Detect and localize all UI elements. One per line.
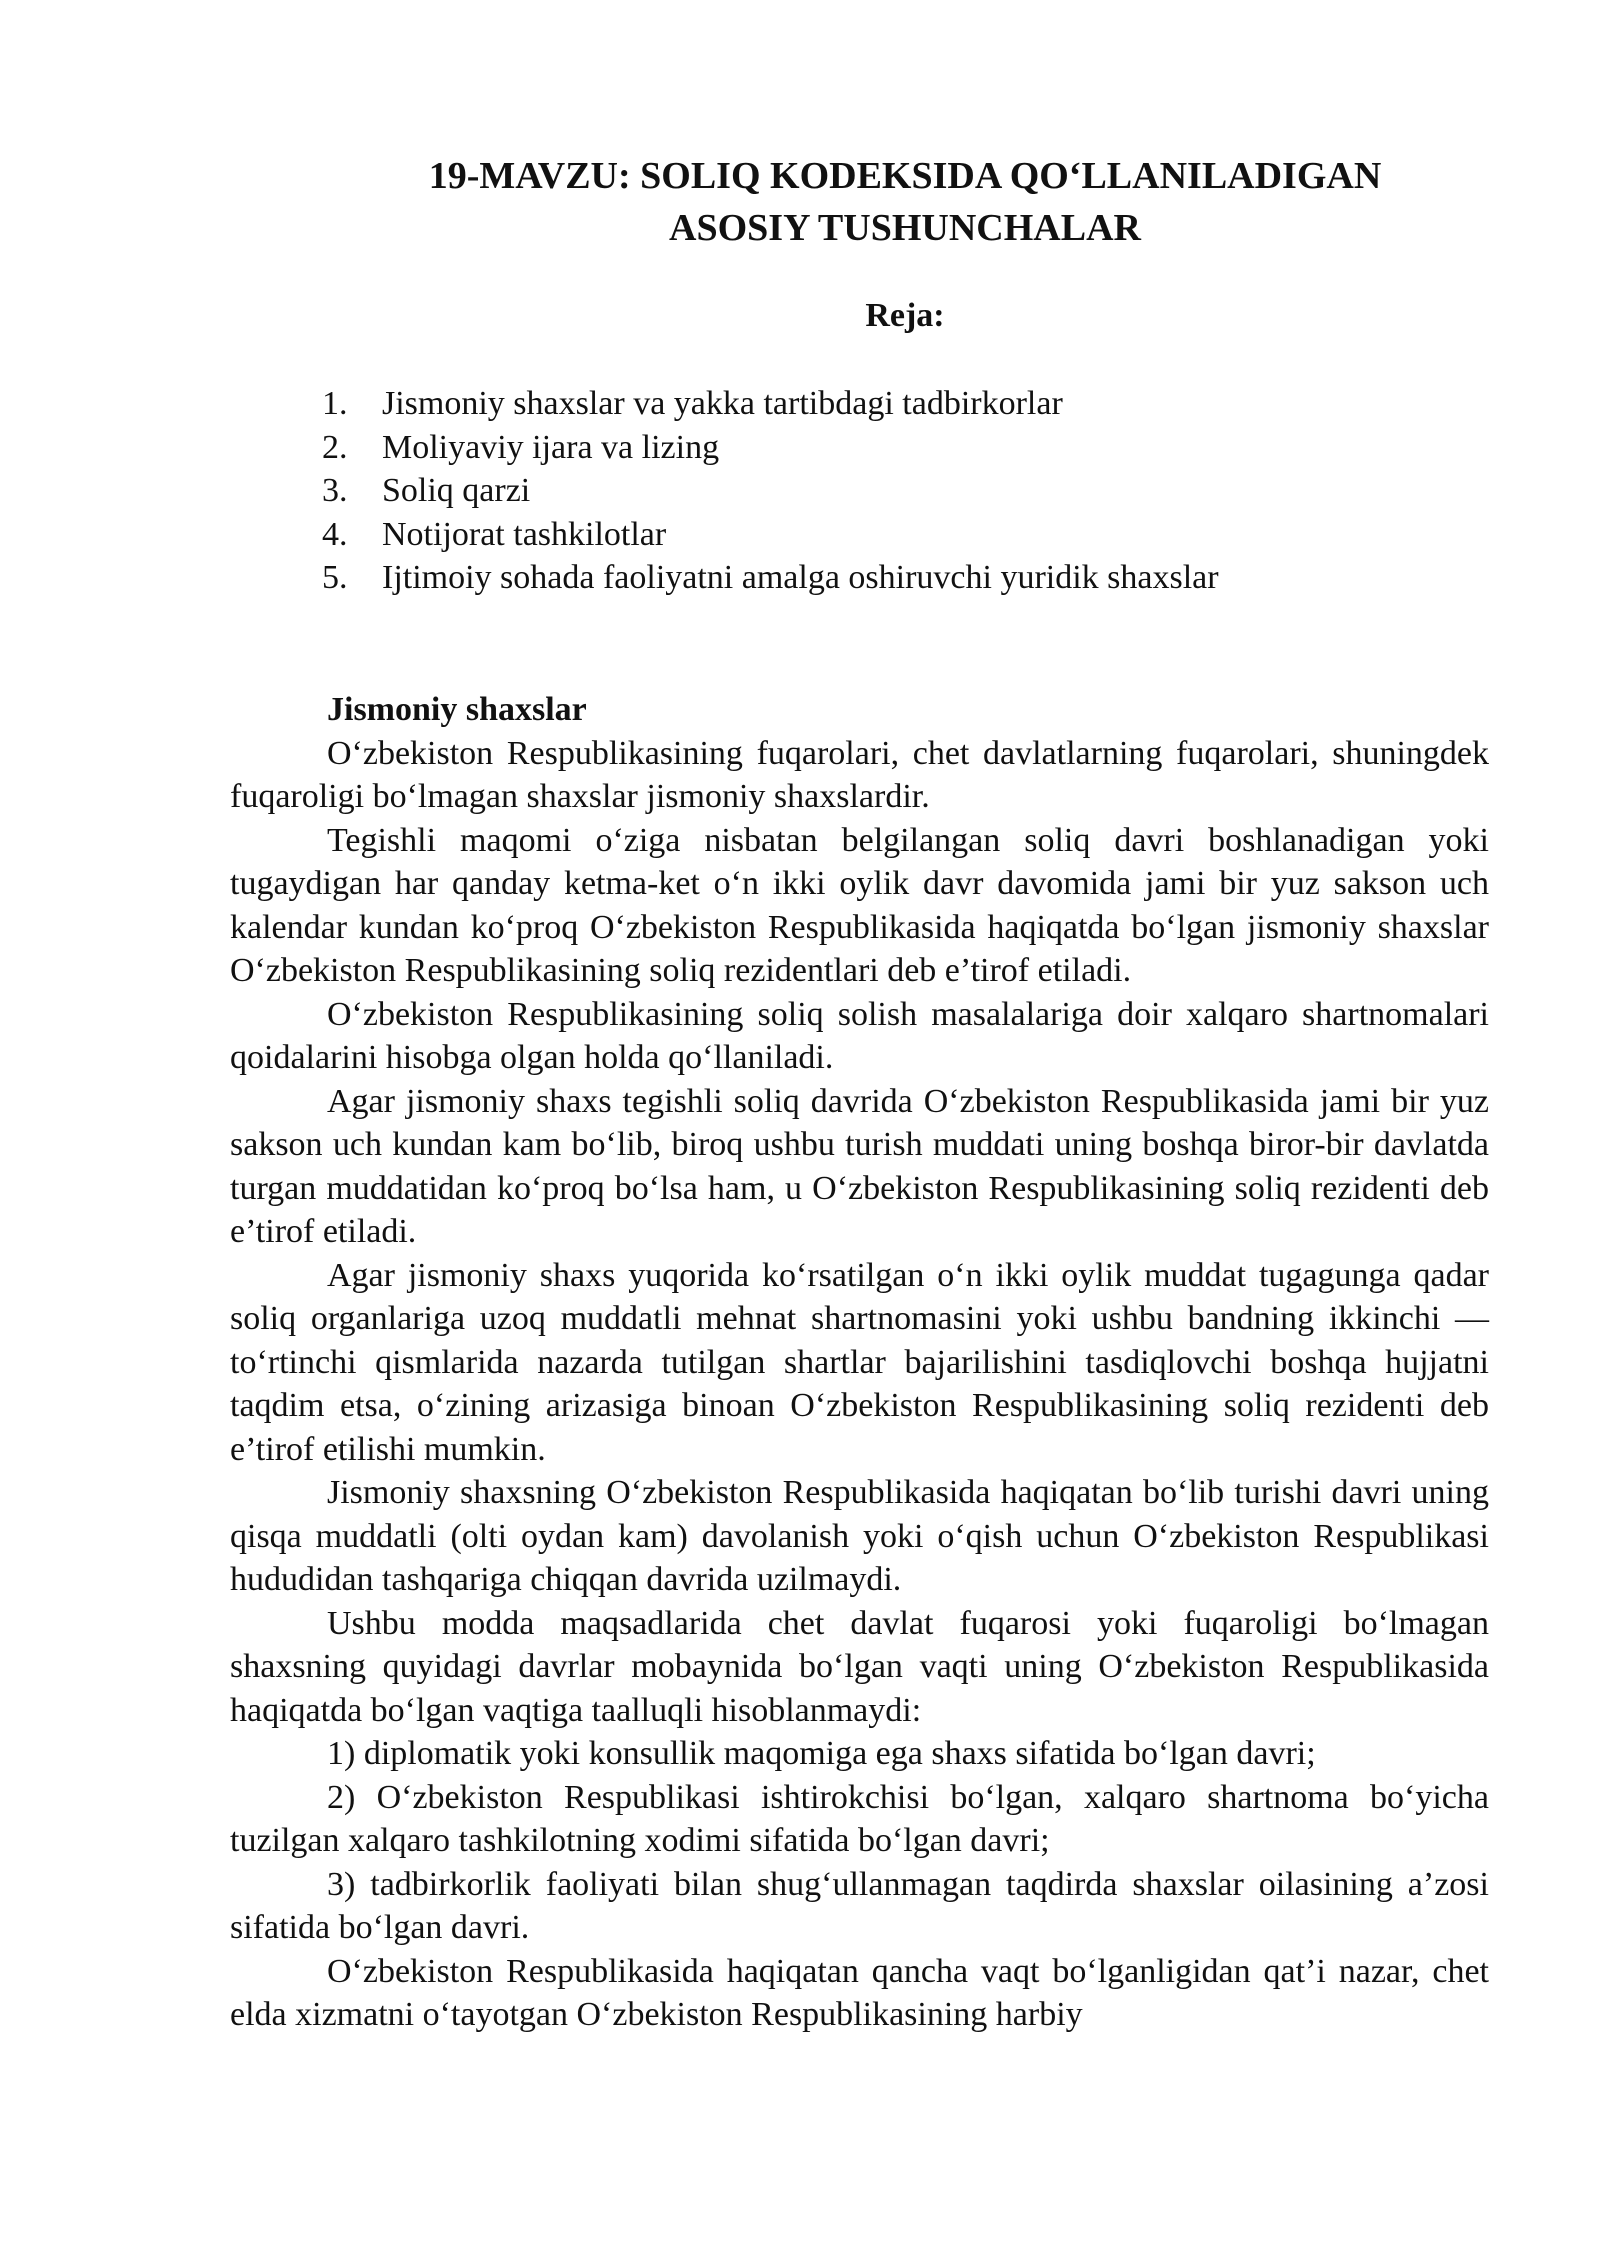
plan-item bbox=[322, 556, 1219, 600]
plan-item-text: Soliq qarzi bbox=[382, 472, 531, 509]
plan-item-number: 4. bbox=[322, 515, 348, 553]
paragraph: O‘zbekiston Respublikasining fuqarolari, chet davlatlarning fuqarolari, shuningdek fuqaroligi bo‘lmagan shaxslar jismoniy shaxslardir. bbox=[230, 734, 1489, 815]
plan-item-text: Jismoniy shaxslar va yakka tartibdagi tadbirkorlar bbox=[382, 385, 1063, 422]
plan-item bbox=[322, 513, 1219, 557]
paragraph: Ushbu modda maqsadlarida chet davlat fuqarosi yoki fuqaroligi bo‘lmagan shaxsning quyidagi davrlar mobaynida bo‘lgan vaqti uning O‘zbekiston Respublikasida haqiqatda bo‘lgan vaqtiga taalluqli hisoblanmaydi: bbox=[230, 1604, 1489, 1729]
paragraph: 1) diplomatik yoki konsullik maqomiga ega shaxs sifatida bo‘lgan davri; bbox=[327, 1735, 1316, 1772]
paragraph: 3) tadbirkorlik faoliyati bilan shug‘ullanmagan taqdirda shaxslar oilasining a’zosi sifatida bo‘lgan davri. bbox=[230, 1865, 1489, 1946]
paragraph: Agar jismoniy shaxs yuqorida ko‘rsatilgan o‘n ikki oylik muddat tugagunga qadar soliq organlariga uzoq muddatli mehnat shartnomasini yoki ushbu bandning ikkinchi — to‘rtinchi qismlarida nazarda tutilgan shartlar bajarilishini tasdiqlovchi boshqa hujjatni taqdim etsa, o‘zining arizasiga binoan O‘zbekiston Respublikasining soliq rezidenti deb e’tirof etilishi mumkin. bbox=[230, 1256, 1489, 1468]
plan-item-text: Notijorat tashkilotlar bbox=[382, 515, 667, 553]
plan-heading: Reja: bbox=[865, 297, 945, 334]
paragraph: Agar jismoniy shaxs tegishli soliq davrida O‘zbekiston Respublikasida jami bir yuz sakson uch kundan kam bo‘lib, biroq ushbu turish muddati uning boshqa biror-bir davlatda turgan muddatidan ko‘proq bo‘lsa ham, u O‘zbekiston Respublikasining soliq rezidenti deb e’tirof etiladi. bbox=[230, 1082, 1489, 1250]
title-line-1: 19-MAVZU: SOLIQ KODEKSIDA QO‘LLANILADIGAN bbox=[428, 155, 1382, 197]
plan-item bbox=[322, 382, 1219, 426]
paragraph: 2) O‘zbekiston Respublikasi ishtirokchisi bo‘lgan, xalqaro shartnoma bo‘yicha tuzilgan xalqaro tashkilotning xodimi sifatida bo‘lgan davri; bbox=[230, 1778, 1489, 1859]
plan-list bbox=[322, 382, 1219, 600]
paragraph: Tegishli maqomi o‘ziga nisbatan belgilangan soliq davri boshlanadigan yoki tugaydigan har qanday ketma-ket o‘n ikki oylik davr davomida jami bir yuz sakson uch kalendar kundan ko‘proq O‘zbekiston Respublikasida haqiqatda bo‘lgan jismoniy shaxslar O‘zbekiston Respublikasining soliq rezidentlari deb e’tirof etiladi. bbox=[230, 821, 1489, 989]
plan-item bbox=[322, 426, 1219, 470]
plan-item-text: Ijtimoiy sohada faoliyatni amalga oshiruvchi yuridik shaxslar bbox=[382, 559, 1219, 596]
plan-item-number: 2. bbox=[322, 428, 348, 466]
plan-item bbox=[322, 469, 1219, 513]
title-line-2: ASOSIY TUSHUNCHALAR bbox=[669, 207, 1141, 249]
plan-item-text: Moliyaviy ijara va lizing bbox=[382, 428, 720, 466]
section-heading: Jismoniy shaxslar bbox=[327, 691, 587, 728]
paragraph: O‘zbekiston Respublikasining soliq solish masalalariga doir xalqaro shartnomalari qoidalarini hisobga olgan holda qo‘llaniladi. bbox=[230, 995, 1489, 1076]
body-text bbox=[230, 688, 1489, 2037]
paragraph: O‘zbekiston Respublikasida haqiqatan qancha vaqt bo‘lganligidan qat’i nazar, chet elda xizmatni o‘tayotgan O‘zbekiston Respublikasining harbiy bbox=[230, 1952, 1489, 2033]
paragraph: Jismoniy shaxsning O‘zbekiston Respublikasida haqiqatan bo‘lib turishi davri uning qisqa muddatli (olti oydan kam) davolanish yoki o‘qish uchun O‘zbekiston Respublikasi hududidan tashqariga chiqqan davrida uzilmaydi. bbox=[230, 1474, 1489, 1598]
plan-item-number: 3. bbox=[322, 472, 348, 509]
page-title bbox=[340, 150, 1470, 254]
plan-item-number: 1. bbox=[322, 385, 348, 422]
plan-item-number: 5. bbox=[322, 559, 348, 596]
